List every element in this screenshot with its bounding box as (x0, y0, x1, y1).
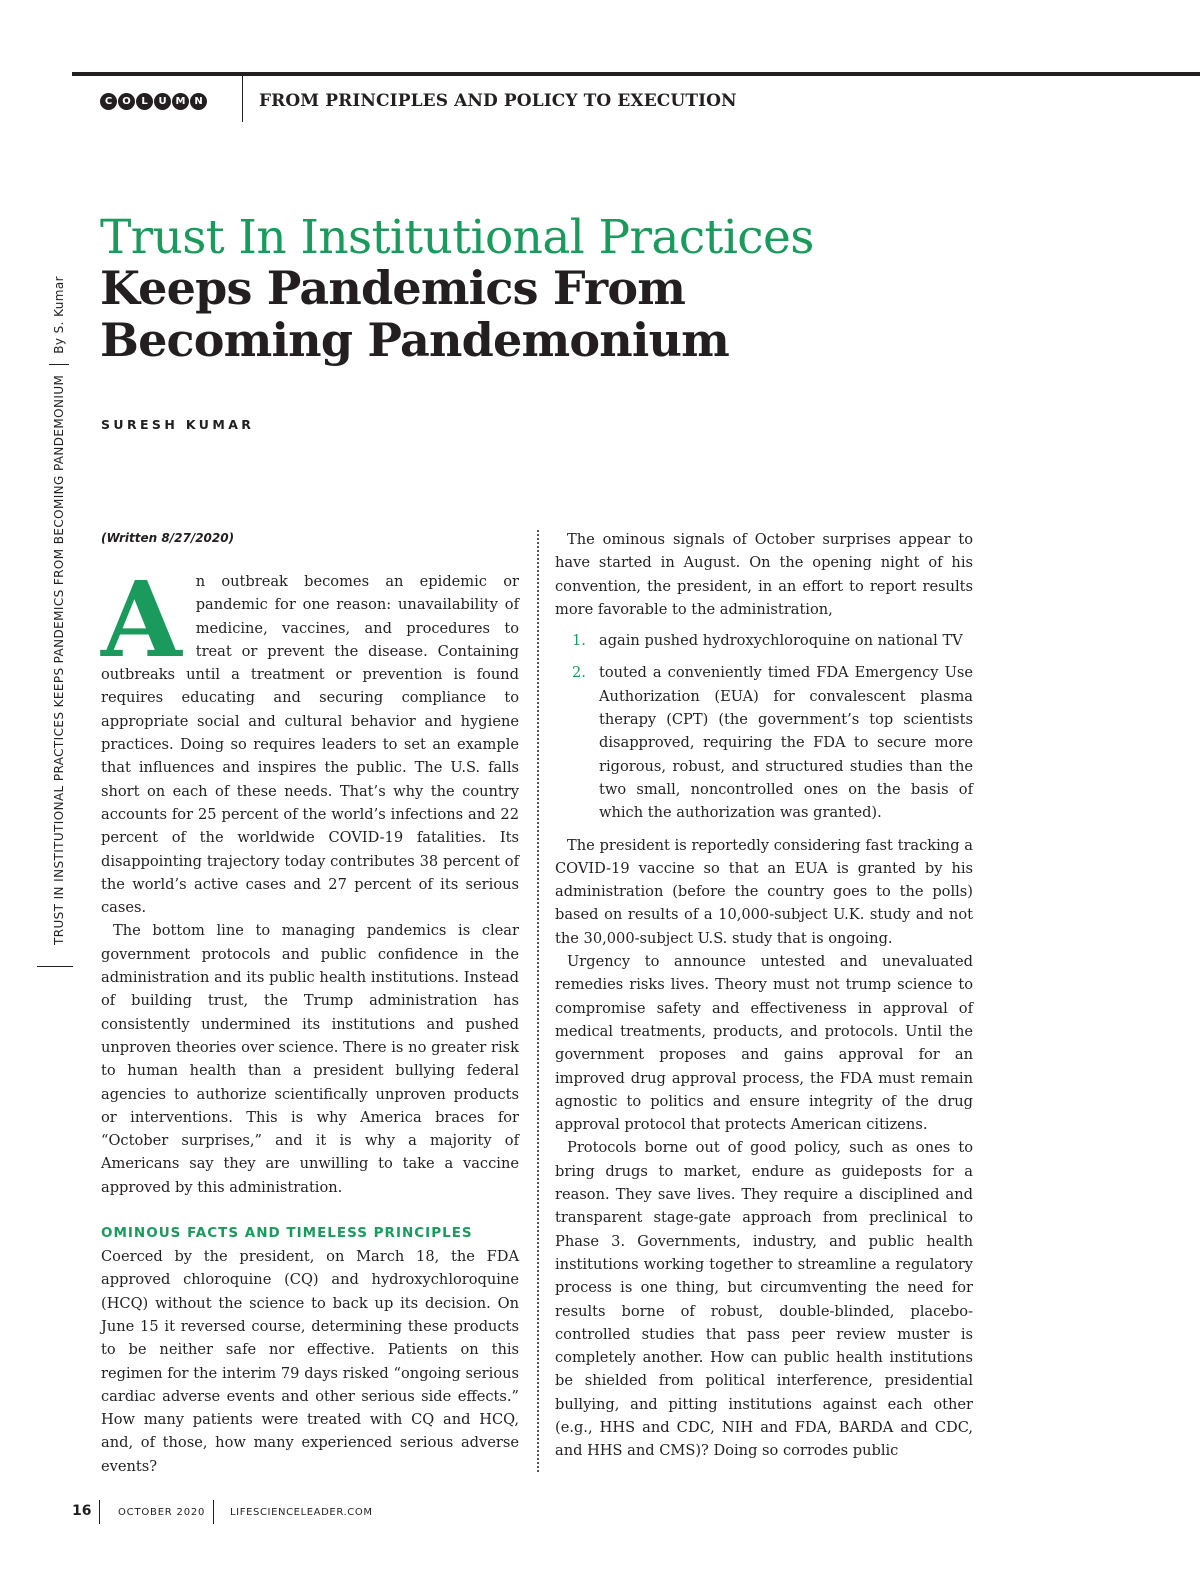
vertical-running-title (49, 276, 69, 945)
column-letter: N (190, 93, 207, 110)
article-author: SURESH KUMAR (101, 417, 255, 432)
list-text: again pushed hydroxychloroquine on national TV (599, 632, 963, 650)
footer-divider (213, 1500, 214, 1524)
column-letter: U (154, 93, 171, 110)
header-divider (242, 72, 243, 122)
running-title-divider (49, 364, 69, 365)
website: LIFESCIENCELEADER.COM (230, 1507, 373, 1518)
paragraph: Coerced by the president, on March 18, the FDA approved chloroquine (CQ) and hydroxychloroquine (HCQ) without the science to back up its decision. On June 15 it reversed course, determining these products to be neither safe nor effective. Patients on this regimen for the interim 79 days risked “ongoing serious cardiac adverse events and other serious side effects.” How many patients were treated with CQ and HCQ, and, of those, how many experienced serious adverse events? (101, 1248, 519, 1475)
list-item (555, 661, 973, 824)
column-badge (100, 93, 207, 110)
column-letter: M (172, 93, 189, 110)
right-column (555, 528, 973, 1463)
subheading: OMINOUS FACTS AND TIMELESS PRINCIPLES (101, 1225, 473, 1242)
list-item (555, 629, 973, 652)
paragraph-intro (101, 558, 519, 919)
paragraph: Protocols borne out of good policy, such as ones to bring drugs to market, endure as guideposts for a reason. They save lives. They require a disciplined and transparent stage-gate approach from preclinical to Phase 3. Governments, industry, and public health institutions working together to streamline a regulatory process is one thing, but circumventing the need for results borne of robust, double-blinded, placebo-controlled studies that pass peer review muster is completely another. How can public health institutions be shielded from political interference, presidential bullying, and pitting institutions against each other (e.g., HHS and CDC, NIH and FDA, BARDA and CDC, and HHS and CMS)? Doing so corrodes public (555, 1139, 973, 1460)
paragraph: The president is reportedly considering fast tracking a COVID-19 vaccine so that an EUA is granted by his administration (before the country goes to the polls) based on results of a 10,000-subject U.K. study and not the 30,000-subject U.S. study that is ongoing. (555, 836, 973, 947)
section-label: FROM PRINCIPLES AND POLICY TO EXECUTION (259, 91, 737, 111)
list-number: 1. (572, 632, 586, 650)
paragraph: The ominous signals of October surprises appear to have started in August. On the opening night of his convention, the president, in an effort to report results more favorable to the administration, (555, 531, 973, 618)
running-byline: By S. Kumar (52, 276, 66, 354)
article-title-line2: Keeps Pandemics From Becoming Pandemonium (100, 261, 730, 367)
list-text: touted a conveniently timed FDA Emergency Use Authorization (EUA) for convalescent plasma therapy (CPT) (the government’s top scientists disapproved, requiring the FDA to secure more rigorous, robust, and structured studies than the two small, noncontrolled ones on the basis of which the authorization was granted). (599, 664, 973, 822)
paragraph-intro-text: n outbreak becomes an epidemic or pandemic for one reason: unavailability of medicine, vaccines, and procedures to treat or prevent the disease. Containing outbreaks until a treatment or prevention is found requires educating and securing compliance to appropriate social and cultural behavior and hygiene practices. Doing so requires leaders to set an example that influences and inspires the public. The U.S. falls short on each of these needs. That’s why the country accounts for 25 percent of the world’s infections and 22 percent of the worldwide COVID-19 fatalities. Its disappointing trajectory today contributes 38 percent of the world’s active cases and 27 percent of its serious cases. (101, 573, 519, 917)
column-letter: O (118, 93, 135, 110)
running-title: TRUST IN INSTITUTIONAL PRACTICES KEEPS PANDEMICS FROM BECOMING PANDEMONIUM (52, 374, 66, 945)
footer-divider (99, 1500, 100, 1524)
paragraph: Urgency to announce untested and unevaluated remedies risks lives. Theory must not trump science to compromise safety and effectiveness in approval of medical treatments, products, and protocols. Until the government proposes and gains approval for an improved drug approval process, the FDA must remain agnostic to politics and ensure integrity of the drug approval protocol that protects American citizens. (555, 953, 973, 1134)
column-letter: C (100, 93, 117, 110)
left-column (101, 528, 519, 1478)
written-date: (Written 8/27/2020) (101, 531, 235, 545)
column-divider (537, 530, 539, 1472)
sidebar-rule (37, 966, 73, 967)
numbered-list (555, 629, 973, 824)
article-title-line1: Trust In Institutional Practices (100, 210, 814, 265)
list-number: 2. (572, 664, 586, 682)
page-number: 16 (72, 1503, 92, 1519)
paragraph: The bottom line to managing pandemics is clear government protocols and public confidence in the administration and its public health institutions. Instead of building trust, the Trump administration has consistently undermined its institutions and pushed unproven theories over science. There is no greater risk to human health than a president bullying federal agencies to authorize scientifically unproven products or interventions. This is why America braces for “October surprises,” and it is why a majority of Americans say they are unwilling to take a vaccine approved by this administration. (101, 922, 519, 1196)
column-letter: L (136, 93, 153, 110)
drop-cap: A (101, 558, 182, 681)
issue-date: OCTOBER 2020 (118, 1507, 206, 1518)
